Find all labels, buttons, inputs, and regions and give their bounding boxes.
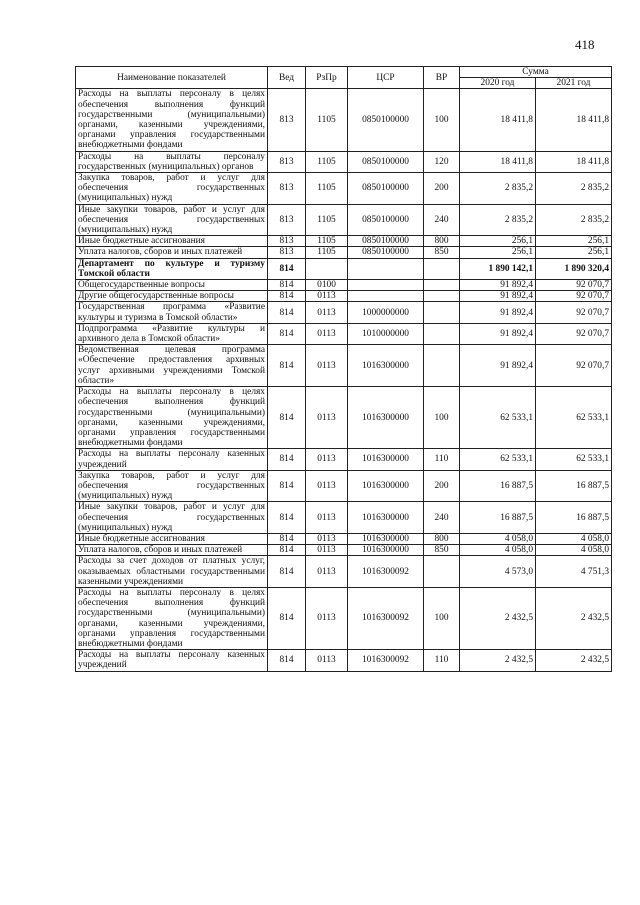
cell-rzpr: 0113: [306, 449, 348, 470]
cell-name: Общегосударственные вопросы: [76, 280, 268, 291]
table-row: [76, 323, 612, 344]
cell-ved: 814: [268, 258, 306, 279]
cell-name: Расходы на выплаты персоналу в целях обеспечения выполнения функций государственными (муниципальными) органами, казенными учреждениями, органами управления государственными внебюджетными фондами: [76, 587, 268, 649]
table-row: [76, 387, 612, 449]
header-sum: Сумма: [460, 67, 612, 78]
table-row: [76, 291, 612, 302]
cell-name: Расходы за счет доходов от платных услуг, оказываемых областными государственными казенными учреждениями: [76, 556, 268, 588]
cell-ved: 814: [268, 587, 306, 649]
cell-2020: 2 432,5: [460, 587, 536, 649]
cell-2020: 16 887,5: [460, 502, 536, 534]
cell-2020: 4 573,0: [460, 556, 536, 588]
cell-ved: 814: [268, 323, 306, 344]
cell-rzpr: 1105: [306, 247, 348, 258]
cell-2021: 2 432,5: [536, 650, 612, 671]
cell-name: Расходы на выплаты персоналу казенных учреждений: [76, 449, 268, 470]
cell-2021: 2 432,5: [536, 587, 612, 649]
cell-2020: 16 887,5: [460, 470, 536, 502]
cell-csr: 1016300000: [348, 470, 424, 502]
cell-name: Подпрограмма «Развитие культуры и архивного дела в Томской области»: [76, 323, 268, 344]
cell-2020: 18 411,8: [460, 151, 536, 172]
cell-rzpr: 0113: [306, 502, 348, 534]
cell-2021: 256,1: [536, 247, 612, 258]
cell-2021: 62 533,1: [536, 449, 612, 470]
cell-ved: 814: [268, 650, 306, 671]
cell-ved: 813: [268, 247, 306, 258]
cell-rzpr: 1105: [306, 204, 348, 236]
cell-2020: 91 892,4: [460, 323, 536, 344]
cell-name: Расходы на выплаты персоналу в целях обеспечения выполнения функций государственными (муниципальными) органами, казенными учреждениями, органами управления государственными внебюджетными фондами: [76, 89, 268, 151]
cell-ved: 814: [268, 502, 306, 534]
cell-ved: 814: [268, 533, 306, 544]
table-row: [76, 533, 612, 544]
cell-name: Расходы на выплаты персоналу казенных учреждений: [76, 650, 268, 671]
table-row: [76, 151, 612, 172]
budget-table: [75, 66, 612, 672]
cell-2020: 91 892,4: [460, 291, 536, 302]
cell-ved: 813: [268, 151, 306, 172]
cell-csr: 1016300000: [348, 387, 424, 449]
cell-rzpr: 0113: [306, 545, 348, 556]
cell-vr: 100: [424, 587, 460, 649]
cell-vr: [424, 302, 460, 323]
header-2021: 2021 год: [536, 78, 612, 89]
table-row: [76, 345, 612, 387]
cell-rzpr: 0113: [306, 650, 348, 671]
cell-rzpr: 1105: [306, 173, 348, 205]
table-row: [76, 556, 612, 588]
cell-2021: 4 058,0: [536, 545, 612, 556]
cell-rzpr: 1105: [306, 236, 348, 247]
cell-name: Иные закупки товаров, работ и услуг для обеспечения государственных (муниципальных) нужд: [76, 204, 268, 236]
table-row: [76, 280, 612, 291]
cell-vr: 850: [424, 545, 460, 556]
cell-2020: 256,1: [460, 236, 536, 247]
page-number: 418: [575, 37, 595, 52]
cell-rzpr: 0100: [306, 280, 348, 291]
cell-ved: 814: [268, 345, 306, 387]
cell-rzpr: 0113: [306, 587, 348, 649]
cell-csr: 1016300000: [348, 449, 424, 470]
cell-rzpr: 0113: [306, 291, 348, 302]
cell-csr: 1016300000: [348, 533, 424, 544]
table-row: [76, 89, 612, 151]
table-row: [76, 502, 612, 534]
cell-vr: 240: [424, 502, 460, 534]
cell-vr: 800: [424, 236, 460, 247]
cell-2021: 92 070,7: [536, 345, 612, 387]
cell-2020: 62 533,1: [460, 387, 536, 449]
cell-2020: 4 058,0: [460, 545, 536, 556]
cell-ved: 814: [268, 280, 306, 291]
cell-csr: 0850100000: [348, 204, 424, 236]
cell-rzpr: [306, 258, 348, 279]
cell-vr: [424, 291, 460, 302]
header-rzpr: РзПр: [306, 67, 348, 89]
cell-vr: 110: [424, 650, 460, 671]
cell-ved: 814: [268, 556, 306, 588]
cell-rzpr: 0113: [306, 470, 348, 502]
cell-ved: 814: [268, 470, 306, 502]
table-row: [76, 204, 612, 236]
cell-csr: 0850100000: [348, 236, 424, 247]
cell-ved: 813: [268, 236, 306, 247]
cell-name: Ведомственная целевая программа «Обеспечение предоставления архивных услуг архивными учреждениями Томской области»: [76, 345, 268, 387]
cell-csr: [348, 258, 424, 279]
cell-vr: [424, 345, 460, 387]
cell-ved: 814: [268, 302, 306, 323]
cell-2020: 2 835,2: [460, 204, 536, 236]
cell-2020: 91 892,4: [460, 302, 536, 323]
cell-name: Расходы на выплаты персоналу в целях обеспечения выполнения функций государственными (муниципальными) органами, казенными учреждениями, органами управления государственными внебюджетными фондами: [76, 387, 268, 449]
cell-rzpr: 0113: [306, 345, 348, 387]
cell-name: Другие общегосударственные вопросы: [76, 291, 268, 302]
table-body: [76, 89, 612, 671]
cell-name: Расходы на выплаты персоналу государственных (муниципальных) органов: [76, 151, 268, 172]
cell-csr: 1016300092: [348, 587, 424, 649]
cell-2020: 62 533,1: [460, 449, 536, 470]
cell-vr: 120: [424, 151, 460, 172]
cell-2020: 91 892,4: [460, 280, 536, 291]
cell-vr: [424, 323, 460, 344]
cell-ved: 813: [268, 89, 306, 151]
cell-csr: 1016300000: [348, 545, 424, 556]
cell-2020: 18 411,8: [460, 89, 536, 151]
cell-ved: 814: [268, 291, 306, 302]
cell-name: Уплата налогов, сборов и иных платежей: [76, 247, 268, 258]
cell-name: Закупка товаров, работ и услуг для обеспечения государственных (муниципальных) нужд: [76, 173, 268, 205]
cell-ved: 814: [268, 387, 306, 449]
cell-vr: 200: [424, 173, 460, 205]
table-row: [76, 449, 612, 470]
header-row: [76, 67, 612, 78]
cell-ved: 814: [268, 545, 306, 556]
cell-rzpr: 1105: [306, 151, 348, 172]
cell-name: Закупка товаров, работ и услуг для обеспечения государственных (муниципальных) нужд: [76, 470, 268, 502]
cell-vr: [424, 556, 460, 588]
cell-name: Иные закупки товаров, работ и услуг для обеспечения государственных (муниципальных) нужд: [76, 502, 268, 534]
cell-2021: 256,1: [536, 236, 612, 247]
header-ved: Вед: [268, 67, 306, 89]
cell-name: Иные бюджетные ассигнования: [76, 236, 268, 247]
cell-2021: 92 070,7: [536, 280, 612, 291]
cell-vr: [424, 280, 460, 291]
cell-vr: 100: [424, 387, 460, 449]
cell-vr: 110: [424, 449, 460, 470]
cell-csr: 1016300092: [348, 556, 424, 588]
cell-2021: 18 411,8: [536, 89, 612, 151]
cell-2021: 62 533,1: [536, 387, 612, 449]
cell-2020: 2 432,5: [460, 650, 536, 671]
cell-2020: 91 892,4: [460, 345, 536, 387]
cell-csr: 0850100000: [348, 173, 424, 205]
cell-2021: 16 887,5: [536, 502, 612, 534]
cell-rzpr: 0113: [306, 533, 348, 544]
cell-rzpr: 0113: [306, 387, 348, 449]
cell-csr: [348, 280, 424, 291]
cell-vr: 240: [424, 204, 460, 236]
cell-csr: 1016300092: [348, 650, 424, 671]
table-row: [76, 545, 612, 556]
cell-csr: 1016300000: [348, 502, 424, 534]
cell-2021: 92 070,7: [536, 291, 612, 302]
cell-rzpr: 0113: [306, 556, 348, 588]
cell-csr: 0850100000: [348, 151, 424, 172]
cell-2021: 2 835,2: [536, 204, 612, 236]
cell-2021: 16 887,5: [536, 470, 612, 502]
header-csr: ЦСР: [348, 67, 424, 89]
cell-2020: 4 058,0: [460, 533, 536, 544]
cell-ved: 814: [268, 449, 306, 470]
cell-2020: 256,1: [460, 247, 536, 258]
table-row: [76, 470, 612, 502]
table-row: [76, 650, 612, 671]
cell-ved: 813: [268, 173, 306, 205]
cell-2021: 1 890 320,4: [536, 258, 612, 279]
cell-csr: 0850100000: [348, 89, 424, 151]
table-row: [76, 173, 612, 205]
table-row: [76, 587, 612, 649]
cell-rzpr: 1105: [306, 89, 348, 151]
cell-csr: 0850100000: [348, 247, 424, 258]
table-row: [76, 302, 612, 323]
cell-name: Департамент по культуре и туризму Томской области: [76, 258, 268, 279]
cell-2021: 18 411,8: [536, 151, 612, 172]
table-row: [76, 247, 612, 258]
cell-rzpr: 0113: [306, 302, 348, 323]
header-name: Наименование показателей: [76, 67, 268, 89]
cell-name: Государственная программа «Развитие культуры и туризма в Томской области»: [76, 302, 268, 323]
cell-vr: 850: [424, 247, 460, 258]
cell-name: Иные бюджетные ассигнования: [76, 533, 268, 544]
cell-csr: 1000000000: [348, 302, 424, 323]
cell-ved: 813: [268, 204, 306, 236]
cell-2021: 4 751,3: [536, 556, 612, 588]
cell-vr: [424, 258, 460, 279]
cell-vr: 200: [424, 470, 460, 502]
table-row: [76, 236, 612, 247]
cell-2021: 4 058,0: [536, 533, 612, 544]
cell-2021: 92 070,7: [536, 323, 612, 344]
cell-2020: 1 890 142,1: [460, 258, 536, 279]
cell-csr: 1010000000: [348, 323, 424, 344]
header-2020: 2020 год: [460, 78, 536, 89]
header-vr: ВР: [424, 67, 460, 89]
table-row: [76, 258, 612, 279]
cell-csr: 1016300000: [348, 345, 424, 387]
cell-csr: [348, 291, 424, 302]
cell-vr: 800: [424, 533, 460, 544]
cell-vr: 100: [424, 89, 460, 151]
cell-name: Уплата налогов, сборов и иных платежей: [76, 545, 268, 556]
cell-2021: 92 070,7: [536, 302, 612, 323]
cell-2020: 2 835,2: [460, 173, 536, 205]
cell-rzpr: 0113: [306, 323, 348, 344]
cell-2021: 2 835,2: [536, 173, 612, 205]
